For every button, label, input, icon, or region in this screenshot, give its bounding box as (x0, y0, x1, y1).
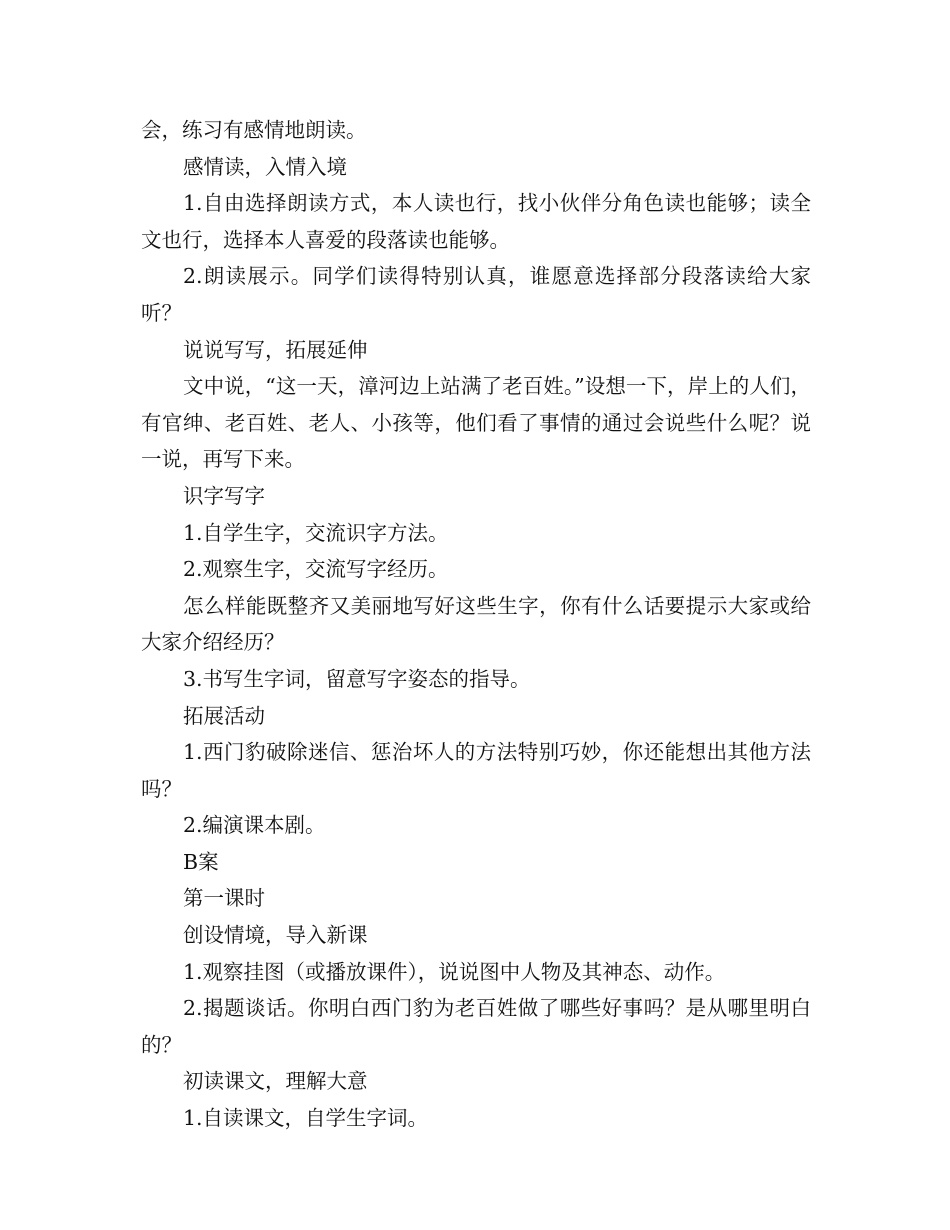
paragraph: 1.自学生字，交流识字方法。 (183, 520, 449, 545)
paragraph: 2.观察生字，交流写字经历。 (183, 557, 449, 582)
section-heading: B案 (183, 849, 219, 874)
section-heading: 说说写写，拓展延伸 (183, 337, 368, 362)
paragraph: 文中说，“这一天，漳河边上站满了老百姓。”设想一下，岸上的人们，有官绅、老百姓、老人、小孩等，他们看了事情的通过会说些什么呢？说一说，再写下来。 (141, 374, 811, 472)
paragraph: 1.自读课文，自学生字词。 (183, 1106, 429, 1131)
section-heading: 识字写字 (183, 483, 265, 508)
paragraph: 怎么样能既整齐又美丽地写好这些生字，你有什么话要提示大家或给大家介绍经历？ (141, 593, 811, 655)
section-heading: 第一课时 (183, 886, 265, 911)
section-heading: 创设情境，导入新课 (183, 923, 368, 948)
paragraph: 1.自由选择朗读方式，本人读也行，找小伙伴分角色读也能够；读全文也行，选择本人喜爱的段落读也能够。 (141, 191, 811, 252)
section-heading: 拓展活动 (183, 703, 265, 728)
paragraph: 1.西门豹破除迷信、惩治坏人的方法特别巧妙，你还能想出其他方法吗？ (141, 740, 811, 801)
paragraph: 2.揭题谈话。你明白西门豹为老百姓做了哪些好事吗？是从哪里明白的？ (141, 996, 811, 1057)
paragraph: 会，练习有感情地朗读。 (141, 118, 367, 142)
paragraph: 3.书写生字词，留意写字姿态的指导。 (183, 666, 531, 691)
section-heading: 初读课文，理解大意 (183, 1069, 368, 1094)
paragraph: 2.朗读展示。同学们读得特别认真，谁愿意选择部分段落读给大家听？ (141, 264, 811, 325)
paragraph: 2.编演课本剧。 (183, 813, 326, 838)
paragraph: 1.观察挂图（或播放课件），说说图中人物及其神态、动作。 (183, 959, 726, 984)
document-page (141, 112, 811, 1137)
section-heading: 感情读，入情入境 (183, 154, 347, 179)
